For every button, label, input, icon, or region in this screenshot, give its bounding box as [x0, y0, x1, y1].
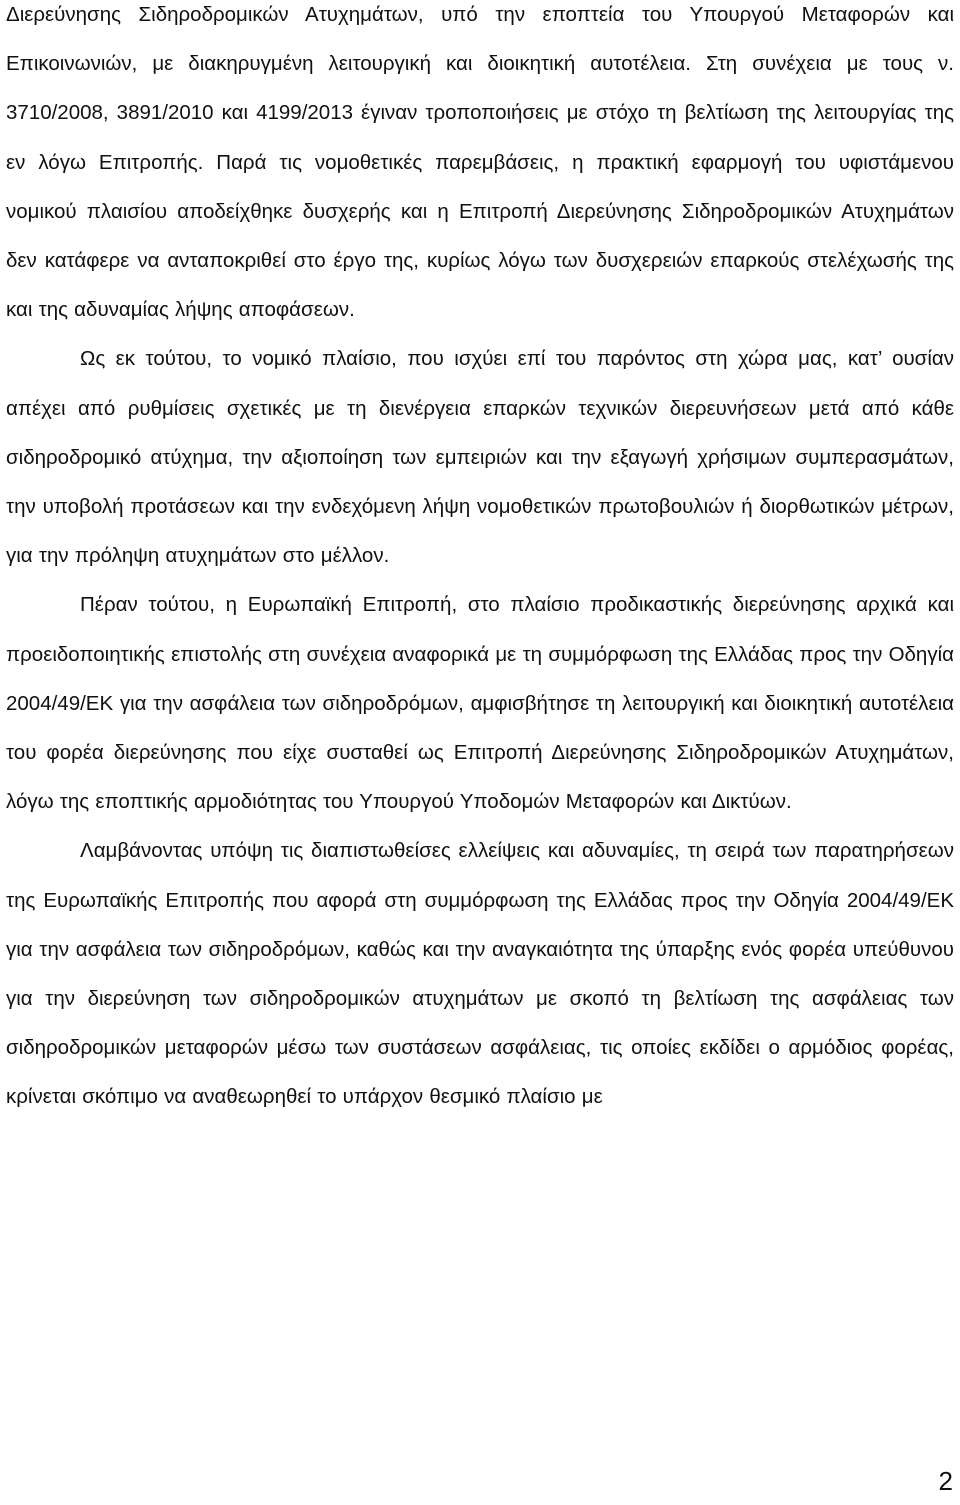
paragraph-3: Πέραν τούτου, η Ευρωπαϊκή Επιτροπή, στο πλαίσιο προδικαστικής διερεύνησης αρχικά και προειδοποιητικής επιστολής στη συνέχεια αναφορικά με τη συμμόρφωση της Ελλάδας προς την Οδηγία 2004/49/ΕΚ για την ασφάλεια των σιδηροδρόμων, αμφισβήτησε τη λειτουργική και διοικητική αυτοτέλεια του φορέα διερεύνησης που είχε συσταθεί ως Επιτροπή Διερεύνησης Σιδηροδρομικών Ατυχημάτων, λόγω της εποπτικής αρμοδιότητας του Υπουργού Υποδομών Μεταφορών και Δικτύων. [6, 593, 954, 814]
paragraph-1: Διερεύνησης Σιδηροδρομικών Ατυχημάτων, υπό την εποπτεία του Υπουργού Μεταφορών και Επικοινωνιών, με διακηρυγμένη λειτουργική και διοικητική αυτοτέλεια. Στη συνέχεια με τους ν. 3710/2008, 3891/2010 και 4199/2013 έγιναν τροποποιήσεις με στόχο τη βελτίωση της λειτουργίας της εν λόγω Επιτροπής. Παρά τις νομοθετικές παρεμβάσεις, η πρακτική εφαρμογή του υφιστάμενου νομικού πλαισίου αποδείχθηκε δυσχερής και η Επιτροπή Διερεύνησης Σιδηροδρομικών Ατυχημάτων δεν κατάφερε να ανταποκριθεί στο έργο της, κυρίως λόγω των δυσχερειών επαρκούς στελέχωσής της και της αδυναμίας λήψης αποφάσεων. [6, 3, 954, 322]
paragraph-4: Λαμβάνοντας υπόψη τις διαπιστωθείσες ελλείψεις και αδυναμίες, τη σειρά των παρατηρήσεων της Ευρωπαϊκής Επιτροπής που αφορά στη συμμόρφωση της Ελλάδας προς την Οδηγία 2004/49/ΕΚ για την ασφάλεια των σιδηροδρόμων, καθώς και την αναγκαιότητα της ύπαρξης ενός φορέα υπεύθυνου για την διερεύνηση των σιδηροδρομικών ατυχημάτων με σκοπό τη βελτίωση της ασφάλειας των σιδηροδρομικών μεταφορών μέσω των συστάσεων ασφάλειας, τις οποίες εκδίδει ο αρμόδιος φορέας, κρίνεται σκόπιμο να αναθεωρηθεί το υπάρχον θεσμικό πλαίσιο με [6, 839, 954, 1109]
paragraph-2: Ως εκ τούτου, το νομικό πλαίσιο, που ισχύει επί του παρόντος στη χώρα μας, κατ’ ουσίαν απέχει από ρυθμίσεις σχετικές με τη διενέργεια επαρκών τεχνικών διερευνήσεων μετά από κάθε σιδηροδρομικό ατύχημα, την αξιοποίηση των εμπειριών και την εξαγωγή χρήσιμων συμπερασμάτων, την υποβολή προτάσεων και την ενδεχόμενη λήψη νομοθετικών πρωτοβουλιών ή διορθωτικών μέτρων, για την πρόληψη ατυχημάτων στο μέλλον. [6, 347, 954, 568]
page-number: 2 [938, 1466, 953, 1496]
